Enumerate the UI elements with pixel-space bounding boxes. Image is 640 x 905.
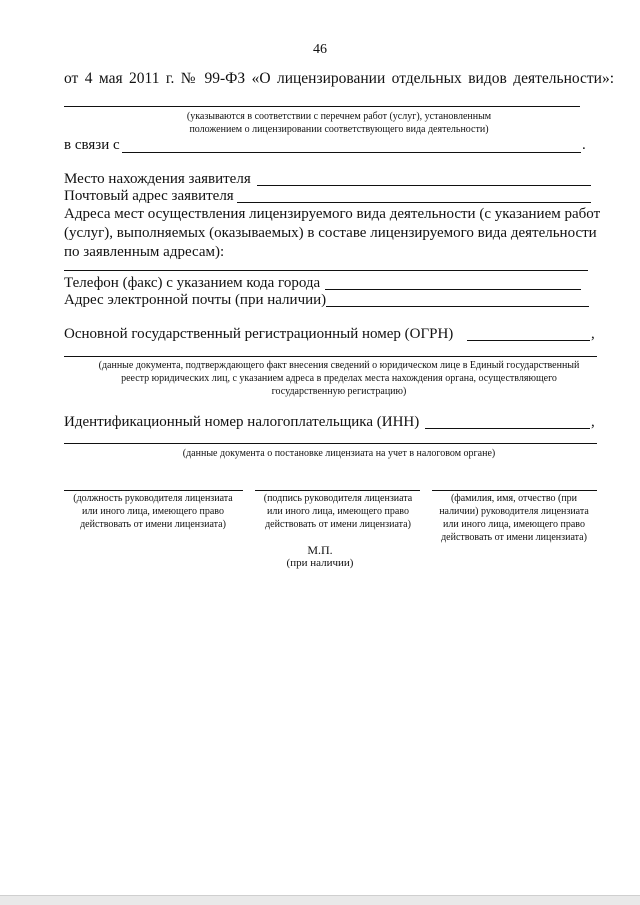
stamp-note: (при наличии) (286, 557, 354, 569)
in-connection-field[interactable] (122, 152, 581, 153)
law-reference-line: от 4 мая 2011 г. № 99-ФЗ «О лицензировании отдельных видов деятельности»: (64, 70, 614, 87)
signature-caption-line: (фамилия, имя, отчество (при (450, 493, 578, 504)
inn-field[interactable] (425, 428, 590, 429)
email-label: Адрес электронной почты (при наличии) (64, 292, 327, 308)
works-note-line: положением о лицензировании соответствующего вида деятельности) (189, 124, 489, 135)
page-number: 46 (313, 42, 327, 57)
signature-caption-line: или иного лица, имеющего право (82, 506, 224, 517)
phone-field[interactable] (325, 289, 581, 290)
works-note (64, 110, 614, 136)
ogrn-label: Основной государственный регистрационный номер (ОГРН) (64, 326, 454, 342)
postal-address-field[interactable] (237, 202, 591, 203)
ogrn-note-line: (данные документа, подтверждающего факт внесения сведений о юридическом лице в Единый государственный (98, 360, 580, 371)
inn-end: , (591, 414, 595, 430)
in-connection-end: . (582, 137, 586, 153)
signature-caption-line: или иного лица, имеющего право (443, 519, 585, 530)
signature-caption-line: действовать от имени лицензиата) (441, 532, 587, 543)
page-bottom-edge (0, 896, 640, 905)
ogrn-note (64, 359, 614, 398)
activity-addresses-line: по заявленным адресам): (64, 244, 225, 260)
signature-line[interactable] (255, 490, 420, 491)
email-field[interactable] (326, 306, 589, 307)
activity-addresses-line: (услуг), выполняемых (оказываемых) в составе лицензируемого вида деятельности (64, 225, 597, 241)
inn-label: Идентификационный номер налогоплательщика (ИНН) (64, 414, 420, 430)
location-field[interactable] (257, 185, 591, 186)
activity-addresses-field[interactable] (64, 270, 588, 271)
inn-details-field[interactable] (64, 443, 597, 444)
works-blank-line (64, 106, 580, 107)
activity-addresses-label (64, 205, 604, 262)
signature-caption-line: (подпись руководителя лицензиата (263, 493, 413, 504)
signature-caption-line: действовать от имени лицензиата) (265, 519, 411, 530)
position-signature-line[interactable] (64, 490, 243, 491)
stamp-label: М.П. (307, 543, 333, 557)
signature-caption-line: действовать от имени лицензиата) (80, 519, 226, 530)
inn-note: (данные документа о постановке лицензиата на учет в налоговом органе) (182, 448, 496, 459)
activity-addresses-line: Адреса мест осуществления лицензируемого вида деятельности (с указанием работ (64, 206, 601, 222)
postal-address-label: Почтовый адрес заявителя (64, 188, 234, 204)
ogrn-field[interactable] (467, 340, 590, 341)
ogrn-note-line: реестр юридических лиц, с указанием адреса в пределах места нахождения органа, осуществляющего (121, 373, 557, 384)
in-connection-label: в связи с (64, 137, 120, 153)
signature-col-full-name (426, 492, 602, 544)
signature-caption-line: или иного лица, имеющего право (267, 506, 409, 517)
location-label: Место нахождения заявителя (64, 171, 251, 187)
signature-col-signature (250, 492, 426, 531)
ogrn-end: , (591, 326, 595, 342)
signature-caption-line: наличии) руководителя лицензиата (439, 506, 589, 517)
full-name-signature-line[interactable] (432, 490, 597, 491)
works-note-line: (указываются в соответствии с перечнем работ (услуг), установленным (186, 111, 492, 122)
ogrn-details-field[interactable] (64, 356, 597, 357)
phone-label: Телефон (факс) с указанием кода города (64, 275, 321, 291)
signature-caption-line: (должность руководителя лицензиата (73, 493, 233, 504)
ogrn-note-line: государственную регистрацию) (271, 386, 407, 397)
signature-col-position (60, 492, 246, 531)
